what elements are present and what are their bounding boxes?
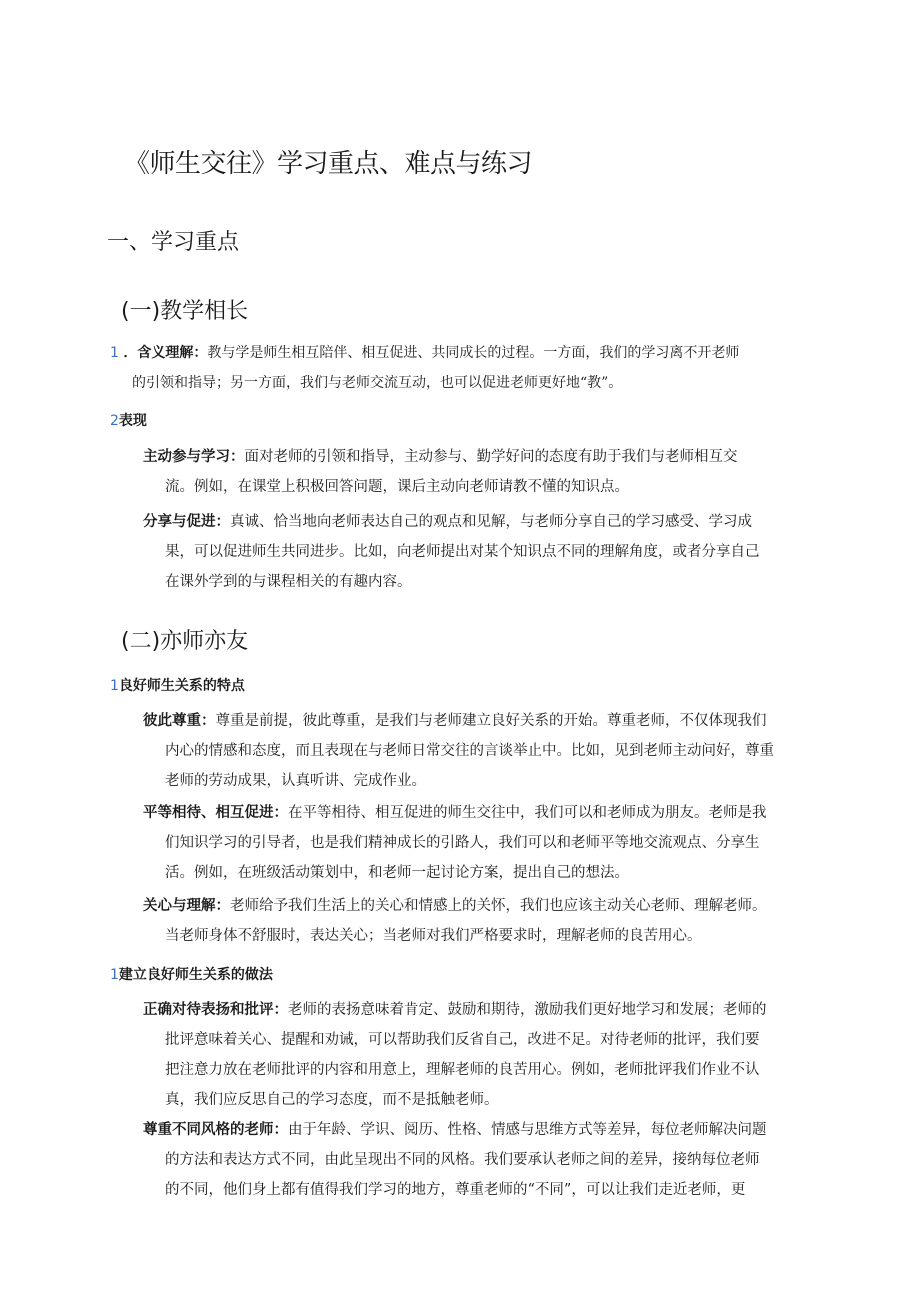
subsection-heading-teacher-friend: (二)亦师亦友 [121,629,249,654]
paragraph-line: 批评意味着关心、提醒和劝诫，可以帮助我们反省自己，改进不足。对待老师的批评，我们要 [165,1032,760,1048]
paragraph-line: 老师的劳动成果，认真听讲、完成作业。 [165,773,426,789]
item-number: 1 [110,967,119,983]
item-meaning [110,338,739,368]
paragraph-label: 正确对待表扬和批评： [143,1001,288,1018]
item-build-relationship-heading [110,964,273,984]
paragraph-respect-styles [143,1115,767,1205]
paragraph-line: 的方法和表达方式不同，由此呈现出不同的风格。我们要承认老师之间的差异，接纳每位老师 [165,1152,760,1168]
item-number: 1 [110,345,119,361]
page-title: 《师生交往》学习重点、难点与练习 [124,149,533,179]
paragraph-line: 真，我们应反思自己的学习态度，而不是抵触老师。 [165,1092,499,1108]
item-label: 建立良好师生关系的做法 [118,967,273,983]
paragraph-active-participation [143,442,738,502]
paragraph-line: 由于年龄、学识、阅历、性格、情感与思维方式等差异，每位老师解决问题 [288,1122,767,1138]
item-number: 2 [110,413,119,429]
paragraph-sharing [143,507,760,597]
item-label: ．含义理解： [123,345,208,361]
subsection-heading-teaching-learning: (一)教学相长 [121,299,249,324]
item-relationship-features-heading [110,675,245,695]
paragraph-line: 在课外学到的与课程相关的有趣内容。 [165,574,412,590]
paragraph-label: 关心与理解： [143,897,230,914]
paragraph-line: 的不同，他们身上都有值得我们学习的地方，尊重老师的“不同”，可以让我们走近老师，更 [165,1182,746,1198]
item-meaning-cont [132,368,622,398]
paragraph-line: 真诚、恰当地向老师表达自己的观点和见解，与老师分享自己的学习感受、学习成 [230,514,752,530]
item-manifestation-heading [110,410,147,430]
item-label: 表现 [118,413,147,429]
paragraph-line: 当老师身体不舒服时，表达关心；当老师对我们严格要求时，理解老师的良苦用心。 [165,928,702,944]
paragraph-line: 内心的情感和态度，而且表现在与老师日常交往的言谈举止中。比如，见到老师主动问好，尊重 [165,743,774,759]
paragraph-label: 平等相待、相互促进： [143,804,288,821]
paragraph-line: 果，可以促进师生共同进步。比如，向老师提出对某个知识点不同的理解角度，或者分享自己 [165,544,760,560]
paragraph-line: 老师的表扬意味着肯定、鼓励和期待，激励我们更好地学习和发展；老师的 [288,1002,767,1018]
section-heading-key-points: 一、学习重点 [107,230,240,255]
paragraph-care-understanding [143,891,767,951]
paragraph-mutual-respect [143,706,774,796]
item-label: 良好师生关系的特点 [118,678,245,694]
paragraph-line: 在平等相待、相互促进的师生交往中，我们可以和老师成为朋友。老师是我 [288,805,767,821]
paragraph-label: 分享与促进： [143,513,230,530]
paragraph-line: 流。例如，在课堂上积极回答问题，课后主动向老师请教不懂的知识点。 [165,479,629,495]
paragraph-line: 把注意力放在老师批评的内容和用意上，理解老师的良苦用心。例如，老师批评我们作业不认 [165,1062,760,1078]
paragraph-label: 主动参与学习： [143,448,245,465]
paragraph-line: 面对老师的引领和指导，主动参与、勤学好问的态度有助于我们与老师相互交 [244,449,738,465]
paragraph-line: 们知识学习的引导者，也是我们精神成长的引路人，我们可以和老师平等地交流观点、分享生 [165,835,760,851]
paragraph-label: 彼此尊重： [143,712,216,729]
item-text-line: 的引领和指导；另一方面，我们与老师交流互动，也可以促进老师更好地“教”。 [132,375,623,391]
paragraph-line: 尊重是前提，彼此尊重，是我们与老师建立良好关系的开始。尊重老师，不仅体现我们 [215,713,767,729]
paragraph-line: 老师给予我们生活上的关心和情感上的关怀，我们也应该主动关心老师、理解老师。 [230,898,767,914]
paragraph-equality [143,798,767,888]
paragraph-praise-criticism [143,995,767,1115]
paragraph-line: 活。例如，在班级活动策划中，和老师一起讨论方案，提出自己的想法。 [165,865,629,881]
item-text-line: 教与学是师生相互陪伴、相互促进、共同成长的过程。一方面，我们的学习离不开老师 [207,345,740,361]
paragraph-label: 尊重不同风格的老师： [143,1121,288,1138]
item-number: 1 [110,678,119,694]
